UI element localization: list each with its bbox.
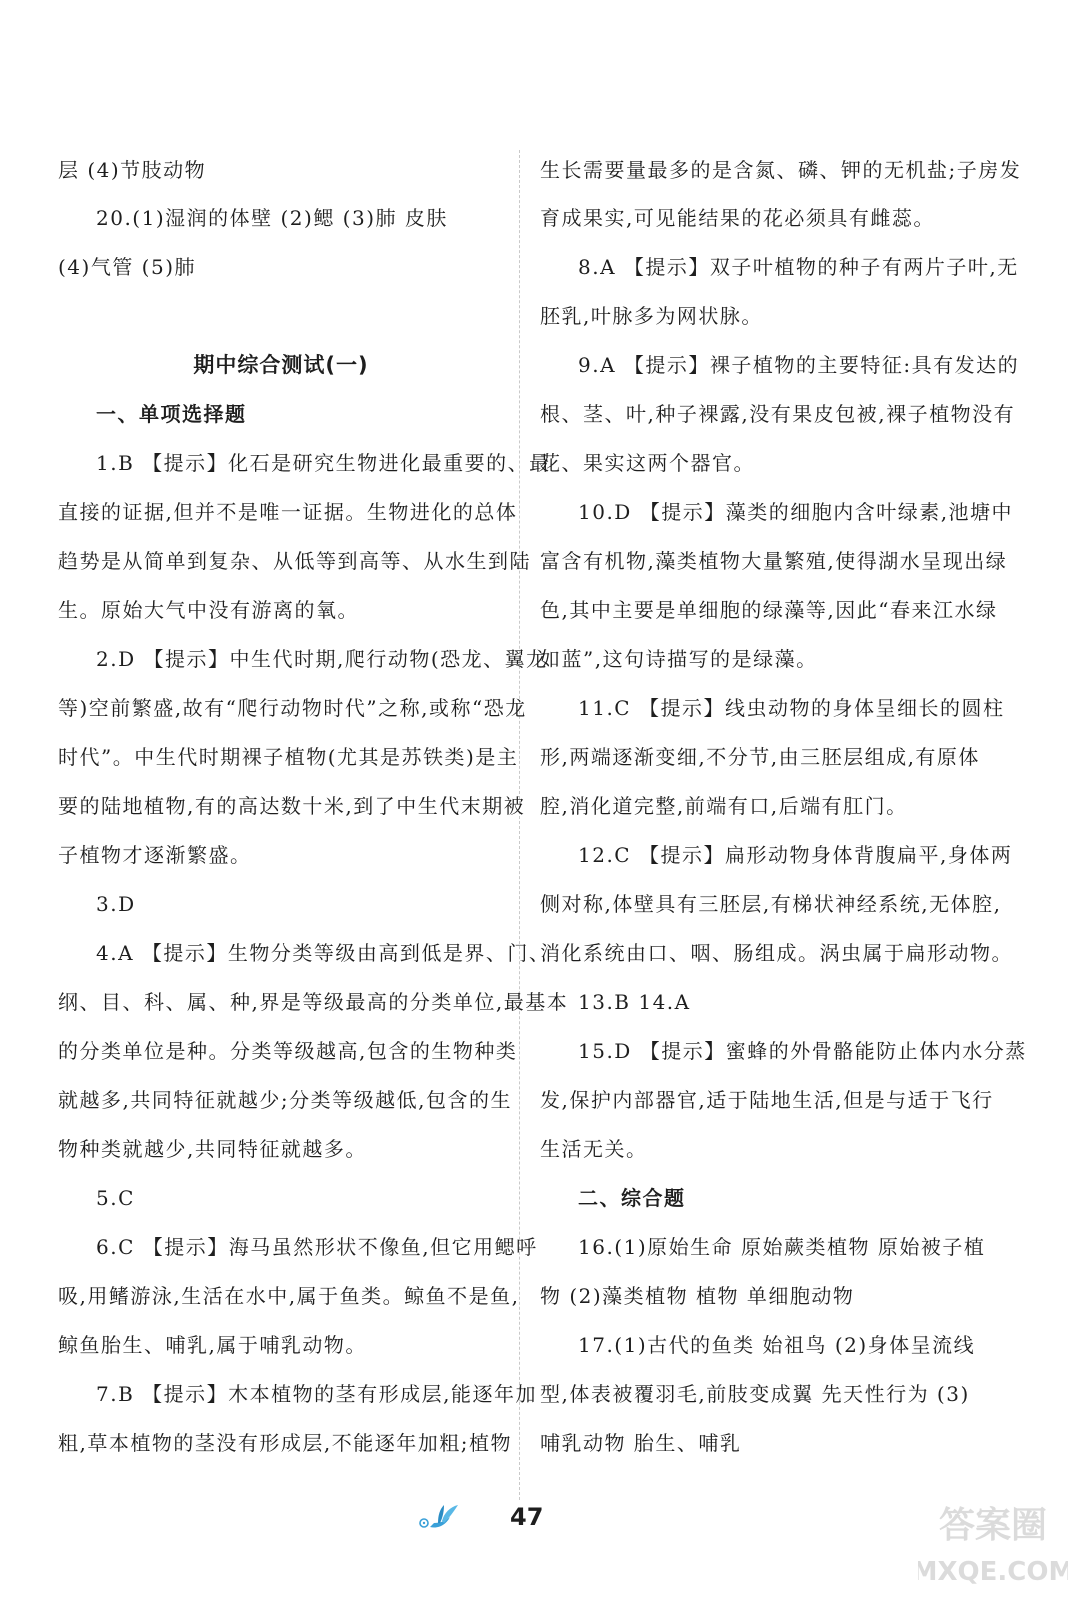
text-line: 要的陆地植物,有的高达数十米,到了中生代末期被 — [58, 794, 526, 818]
text-line: 形,两端逐渐变细,不分节,由三胚层组成,有原体 — [540, 745, 980, 769]
text-line: 侧对称,体壁具有三胚层,有梯状神经系统,无体腔, — [540, 892, 1002, 916]
text-line: 型,体表被覆羽毛,前肢变成翼 先天性行为 (3) — [540, 1382, 970, 1406]
text-line: (4)气管 (5)肺 — [58, 255, 197, 279]
text-line: 时代”。中生代时期裸子植物(尤其是苏铁类)是主 — [58, 745, 519, 769]
text-line: 发,保护内部器官,适于陆地生活,但是与适于飞行 — [540, 1088, 994, 1112]
answer-8: 8.A 【提示】双子叶植物的种子有两片子叶,无 — [578, 255, 1019, 279]
text-line: 花、果实这两个器官。 — [540, 451, 755, 475]
text-line: 色,其中主要是单细胞的绿藻等,因此“春来江水绿 — [540, 598, 998, 622]
section-title: 一、单项选择题 — [96, 402, 247, 426]
bird-logo-icon — [416, 1501, 462, 1541]
answer-9: 9.A 【提示】裸子植物的主要特征:具有发达的 — [578, 353, 1020, 377]
text-line: 层 (4)节肢动物 — [58, 158, 207, 182]
answer-17: 17.(1)古代的鱼类 始祖鸟 (2)身体呈流线 — [578, 1333, 976, 1357]
answer-5: 5.C — [96, 1186, 135, 1210]
text-line: 哺乳动物 胎生、哺乳 — [540, 1431, 742, 1455]
text-line: 物种类就越少,共同特征就越多。 — [58, 1137, 367, 1161]
answer-13-14: 13.B 14.A — [578, 990, 691, 1014]
answer-7: 7.B 【提示】木本植物的茎有形成层,能逐年加 — [96, 1382, 537, 1406]
watermark — [918, 1492, 1068, 1592]
answer-12: 12.C 【提示】扁形动物身体背腹扁平,身体两 — [578, 843, 1013, 867]
text-line: 粗,草本植物的茎没有形成层,不能逐年加粗;植物 — [58, 1431, 512, 1455]
page-number: 47 — [510, 1503, 544, 1531]
section-heading: 期中综合测试(一) — [193, 353, 369, 377]
text-line: 物 (2)藻类植物 植物 单细胞动物 — [540, 1284, 855, 1308]
answer-20: 20.(1)湿润的体壁 (2)鳃 (3)肺 皮肤 — [96, 206, 448, 230]
section-title: 二、综合题 — [578, 1186, 686, 1210]
text-line: 生活无关。 — [540, 1137, 648, 1161]
answer-11: 11.C 【提示】线虫动物的身体呈细长的圆柱 — [578, 696, 1005, 720]
text-line: 子植物才逐渐繁盛。 — [58, 843, 252, 867]
text-line: 趋势是从简单到复杂、从低等到高等、从水生到陆 — [58, 549, 531, 573]
text-line: 胚乳,叶脉多为网状脉。 — [540, 304, 763, 328]
text-line: 生长需要量最多的是含氮、磷、钾的无机盐;子房发 — [540, 158, 1022, 182]
text-line: 等)空前繁盛,故有“爬行动物时代”之称,或称“恐龙 — [58, 696, 527, 720]
answer-3: 3.D — [96, 892, 136, 916]
watermark-text: 答案圈 — [938, 1505, 1048, 1546]
text-line: 消化系统由口、咽、肠组成。涡虫属于扁形动物。 — [540, 941, 1013, 965]
answer-4: 4.A 【提示】生物分类等级由高到低是界、门、 — [96, 941, 551, 965]
text-line: 腔,消化道完整,前端有口,后端有肛门。 — [540, 794, 908, 818]
text-line: 的分类单位是种。分类等级越高,包含的生物种类 — [58, 1039, 518, 1063]
text-line: 根、茎、叶,种子裸露,没有果皮包被,裸子植物没有 — [540, 402, 1016, 426]
watermark-url: MXQE.COM — [918, 1557, 1068, 1587]
answer-6: 6.C 【提示】海马虽然形状不像鱼,但它用鳃呼 — [96, 1235, 538, 1259]
answer-2: 2.D 【提示】中生代时期,爬行动物(恐龙、翼龙 — [96, 647, 548, 671]
text-line: 就越多,共同特征就越少;分类等级越低,包含的生 — [58, 1088, 512, 1112]
text-line: 育成果实,可见能结果的花必须具有雌蕊。 — [540, 206, 935, 230]
text-line: 鲸鱼胎生、哺乳,属于哺乳动物。 — [58, 1333, 367, 1357]
answer-10: 10.D 【提示】藻类的细胞内含叶绿素,池塘中 — [578, 500, 1014, 524]
text-line: 纲、目、科、属、种,界是等级最高的分类单位,最基本 — [58, 990, 569, 1014]
text-line: 直接的证据,但并不是唯一证据。生物进化的总体 — [58, 500, 518, 524]
text-line: 如蓝”,这句诗描写的是绿藻。 — [540, 647, 818, 671]
page-footer — [0, 1495, 1078, 1555]
answer-15: 15.D 【提示】蜜蜂的外骨骼能防止体内水分蒸 — [578, 1039, 1027, 1063]
text-line: 生。原始大气中没有游离的氧。 — [58, 598, 359, 622]
answer-16: 16.(1)原始生命 原始蕨类植物 原始被子植 — [578, 1235, 986, 1259]
answer-1: 1.B 【提示】化石是研究生物进化最重要的、最 — [96, 451, 551, 475]
text-line: 吸,用鳍游泳,生活在水中,属于鱼类。鲸鱼不是鱼, — [58, 1284, 520, 1308]
text-line: 富含有机物,藻类植物大量繁殖,使得湖水呈现出绿 — [540, 549, 1008, 573]
